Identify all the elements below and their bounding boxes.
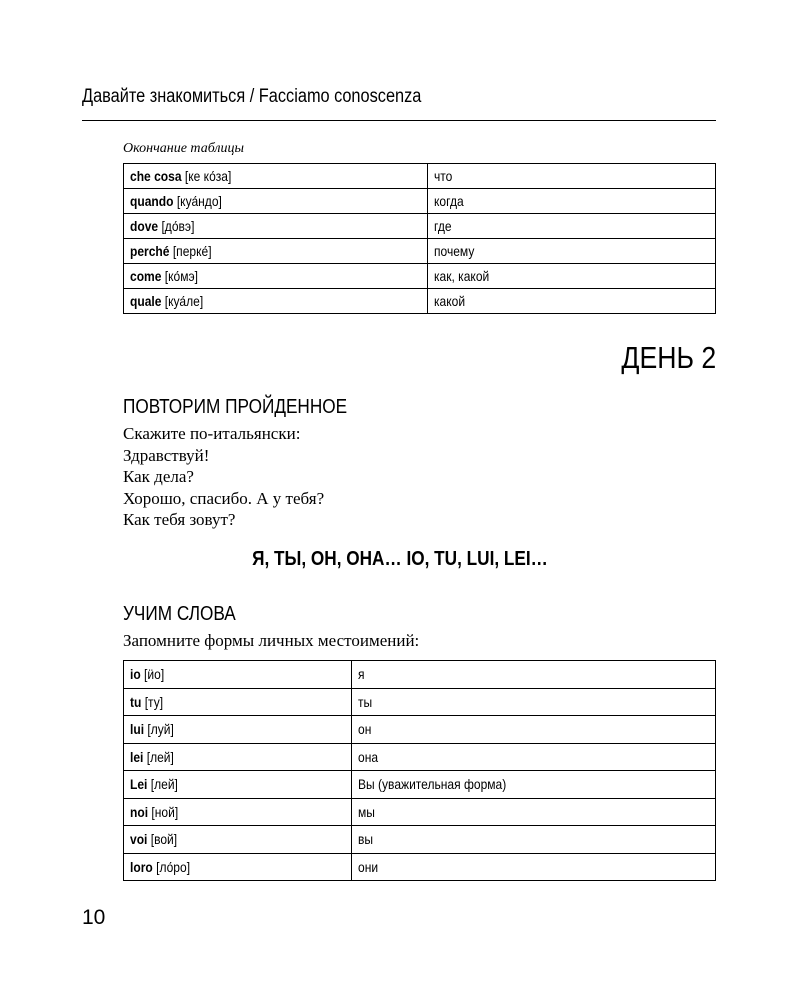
translation: я xyxy=(358,666,365,683)
table-row xyxy=(124,164,716,189)
italian-cell xyxy=(124,214,428,239)
pronouns-table xyxy=(123,660,716,881)
translation: когда xyxy=(434,193,464,209)
day-title: ДЕНЬ 2 xyxy=(621,340,716,375)
table-caption: Окончание таблицы xyxy=(123,141,244,156)
translation: вы xyxy=(358,831,374,848)
table-row xyxy=(124,826,716,854)
italian-cell xyxy=(124,164,428,189)
italian-cell xyxy=(124,239,428,264)
italian-word: io xyxy=(130,666,141,683)
italian-word: tu xyxy=(130,693,142,710)
pronunciation: [лей] xyxy=(146,748,174,765)
pronunciation: [лей] xyxy=(150,776,178,793)
translation-cell xyxy=(428,164,716,189)
italian-word: voi xyxy=(130,831,148,848)
translation: ты xyxy=(358,693,373,710)
table-row xyxy=(124,289,716,314)
pronouns-banner xyxy=(0,548,800,571)
question-words-table xyxy=(123,163,716,314)
italian-word: lui xyxy=(130,721,145,738)
translation-cell xyxy=(352,661,716,689)
translation-cell xyxy=(352,853,716,881)
italian-word: noi xyxy=(130,803,149,820)
translation: она xyxy=(358,748,379,765)
translation: где xyxy=(434,218,452,234)
pronunciation: [ло́ро] xyxy=(156,858,191,875)
review-line: Как дела? xyxy=(123,467,194,486)
review-line: Скажите по-итальянски: xyxy=(123,424,301,443)
translation-cell xyxy=(428,214,716,239)
pronunciation: [ной] xyxy=(151,803,179,820)
table-row xyxy=(124,853,716,881)
translation-cell xyxy=(352,688,716,716)
translation: как, какой xyxy=(434,268,490,284)
pronunciation: [до́вэ] xyxy=(161,218,195,234)
italian-cell xyxy=(124,798,352,826)
translation-cell xyxy=(352,826,716,854)
table-row xyxy=(124,661,716,689)
italian-word: lei xyxy=(130,748,144,765)
translation-cell xyxy=(428,289,716,314)
table-row xyxy=(124,214,716,239)
table-row xyxy=(124,798,716,826)
pronunciation: [куа́ле] xyxy=(164,293,204,309)
translation-cell xyxy=(352,798,716,826)
translation: почему xyxy=(434,243,475,259)
translation: он xyxy=(358,721,372,738)
pronunciation: [ӥо] xyxy=(144,666,165,683)
learn-instruction-block xyxy=(123,630,419,652)
review-line: Как тебя зовут? xyxy=(123,510,236,529)
translation: мы xyxy=(358,803,375,820)
review-line: Здравствуй! xyxy=(123,445,210,465)
pronunciation: [ке ко́за] xyxy=(184,168,232,184)
italian-word: come xyxy=(130,268,162,284)
header-rule xyxy=(82,120,716,121)
italian-cell xyxy=(124,716,352,744)
pronunciation: [вой] xyxy=(150,831,178,848)
italian-cell xyxy=(124,688,352,716)
italian-word: dove xyxy=(130,218,159,234)
table-row xyxy=(124,239,716,264)
pronunciation: [луй] xyxy=(147,721,174,738)
review-lines xyxy=(123,423,324,531)
italian-word: perché xyxy=(130,243,170,259)
learn-words-heading: УЧИМ СЛОВА xyxy=(123,603,236,625)
translation: какой xyxy=(434,293,466,309)
pronunciation: [куа́ндо] xyxy=(176,193,222,209)
review-line: Хорошо, спасибо. А у тебя? xyxy=(123,488,325,508)
page-number: 10 xyxy=(82,906,106,929)
running-head: Давайте знакомиться / Facciamo conoscenza xyxy=(82,86,422,107)
italian-word: che cosa xyxy=(130,168,182,184)
italian-word: quale xyxy=(130,293,162,309)
italian-word: Lei xyxy=(130,776,148,793)
translation-cell xyxy=(428,239,716,264)
italian-cell xyxy=(124,289,428,314)
translation-cell xyxy=(352,716,716,744)
table-row xyxy=(124,771,716,799)
italian-cell xyxy=(124,771,352,799)
table-row xyxy=(124,264,716,289)
table-row xyxy=(124,743,716,771)
translation: Вы (уважительная форма) xyxy=(358,776,507,793)
italian-word: loro xyxy=(130,858,153,875)
table-row xyxy=(124,716,716,744)
italian-cell xyxy=(124,661,352,689)
italian-cell xyxy=(124,189,428,214)
italian-cell xyxy=(124,743,352,771)
translation-cell xyxy=(352,771,716,799)
pronunciation: [перке́] xyxy=(172,243,212,259)
italian-cell xyxy=(124,853,352,881)
table-row xyxy=(124,189,716,214)
translation: что xyxy=(434,168,453,184)
review-heading: ПОВТОРИМ ПРОЙДЕННОЕ xyxy=(123,396,348,418)
pronunciation: [ко́мэ] xyxy=(164,268,199,284)
pronouns-banner-text: Я, ТЫ, ОН, ОНА… IO, TU, LUI, LEI… xyxy=(252,548,548,570)
italian-cell xyxy=(124,826,352,854)
learn-instruction: Запомните формы личных местоимений: xyxy=(123,631,420,650)
italian-word: quando xyxy=(130,193,174,209)
translation-cell xyxy=(428,264,716,289)
translation-cell xyxy=(352,743,716,771)
translation-cell xyxy=(428,189,716,214)
translation: они xyxy=(358,858,379,875)
pronunciation: [ту] xyxy=(144,693,164,710)
table-row xyxy=(124,688,716,716)
italian-cell xyxy=(124,264,428,289)
